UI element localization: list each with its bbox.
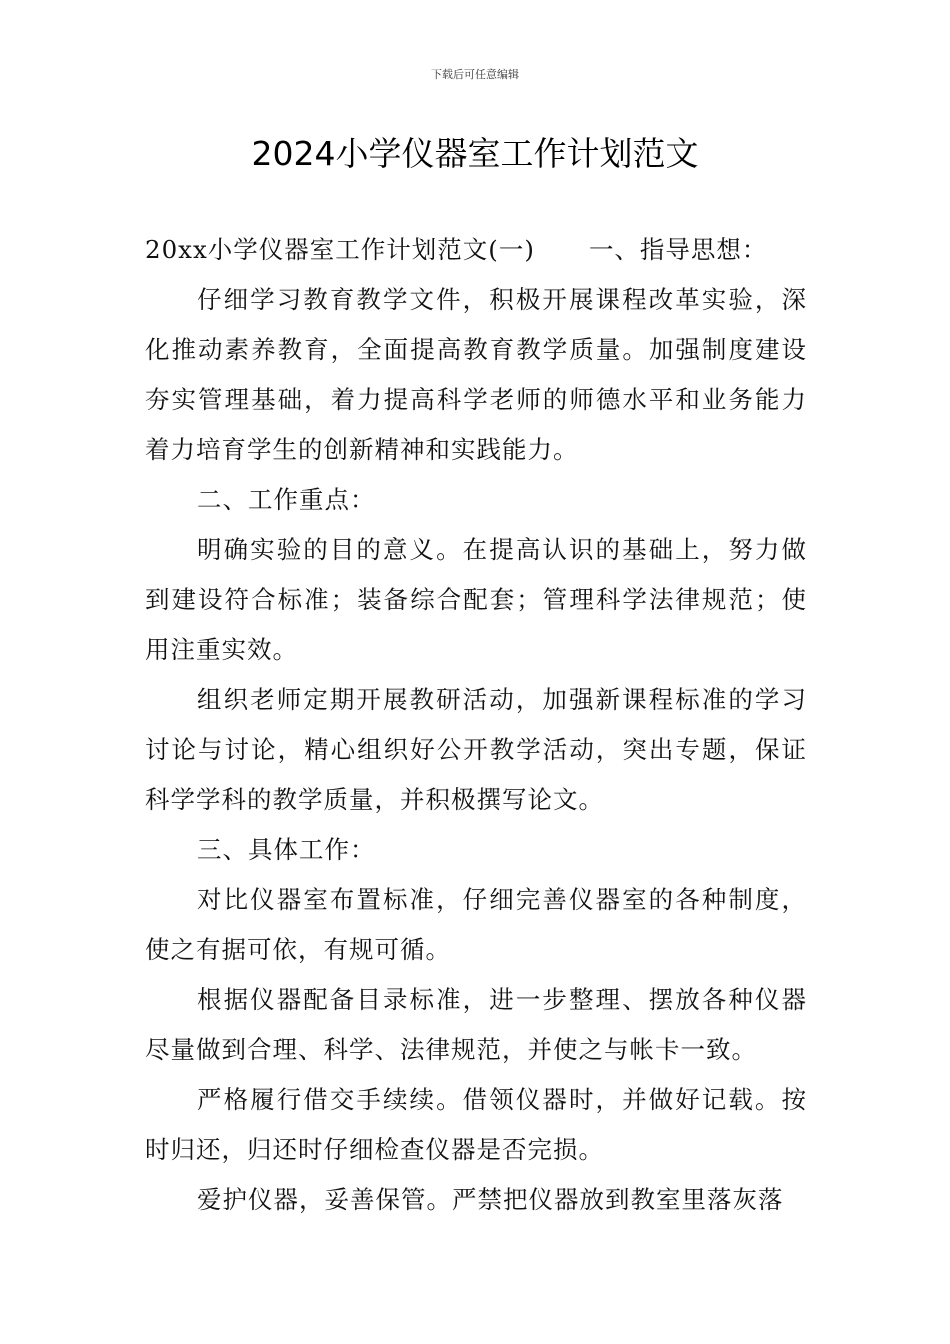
paragraph-specific-work-4: 爱护仪器，妥善保管。严禁把仪器放到教室里落灰落 xyxy=(197,1185,784,1214)
section-heading-guiding-thought: 一、指导思想： xyxy=(588,235,768,264)
paragraph-specific-work-3: 严格履行借交手续续。借领仪器时，并做好记载。按时归还，归还时仔细检查仪器是否完损。 xyxy=(145,1085,807,1164)
document-body xyxy=(145,225,807,1225)
subtitle-text: 20xx小学仪器室工作计划范文(一) xyxy=(145,235,535,264)
paragraph-subtitle xyxy=(145,225,807,275)
page-header-note: 下载后可任意编辑 xyxy=(431,68,519,81)
paragraph-specific-work-2: 根据仪器配备目录标准，进一步整理、摆放各种仪器尽量做到合理、科学、法律规范，并使之与帐卡一致。 xyxy=(145,985,807,1064)
paragraph-work-focus-2: 组织老师定期开展教研活动，加强新课程标准的学习讨论与讨论，精心组织好公开教学活动，突出专题，保证科学学科的教学质量，并积极撰写论文。 xyxy=(145,685,807,814)
paragraph-guiding-thought: 仔细学习教育教学文件，积极开展课程改革实验，深化推动素养教育，全面提高教育教学质量。加强制度建设夯实管理基础，着力提高科学老师的师德水平和业务能力着力培育学生的创新精神和实践能力。 xyxy=(145,285,807,464)
paragraph-work-focus-1: 明确实验的目的意义。在提高认识的基础上，努力做到建设符合标准；装备综合配套；管理科学法律规范；使用注重实效。 xyxy=(145,535,807,664)
section-heading-specific-work: 三、具体工作： xyxy=(197,835,376,864)
paragraph-specific-work-1: 对比仪器室布置标准，仔细完善仪器室的各种制度，使之有据可依，有规可循。 xyxy=(145,885,807,964)
document-title: 2024小学仪器室工作计划范文 xyxy=(251,134,699,173)
section-heading-work-focus: 二、工作重点： xyxy=(197,485,376,514)
